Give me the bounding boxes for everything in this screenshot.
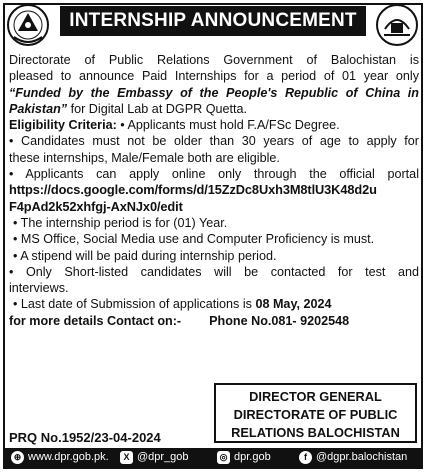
signature-line-2: DIRECTORATE OF PUBLIC [233, 407, 398, 422]
period-item: • The internship period is for (01) Year. [13, 215, 228, 230]
globe-icon: ⊕ [11, 451, 24, 464]
dgpr-emblem-icon [375, 3, 419, 47]
announcement-body [9, 52, 419, 329]
age-line-2: these internships, Male/Female both are eligible. [9, 150, 280, 165]
last-date: 08 May, 2024 [255, 297, 332, 312]
x-twitter-icon: X [120, 451, 133, 464]
signature-line-3: RELATIONS BALOCHISTAN [231, 425, 400, 440]
header [0, 0, 426, 50]
apply-line: • Applicants can apply online only through the official portal [9, 167, 419, 182]
form-link-line-1[interactable]: https://docs.google.com/forms/d/15ZzDc8Uxh3M8tlU3K48d2u [9, 182, 377, 198]
footer-website[interactable] [11, 448, 109, 467]
intro-line-2: pleased to announce Paid Internships for a period of 01 year only [9, 69, 419, 84]
age-line-1: • Candidates must not be older than 30 years of age to apply for [9, 134, 419, 149]
footer-bar [5, 448, 421, 467]
phone-number: Phone No.081- 9202548 [209, 313, 350, 328]
contact-line [9, 313, 419, 329]
last-date-line [9, 296, 419, 312]
eligibility-line [9, 117, 419, 133]
stipend-item: • A stipend will be paid during internship period. [13, 248, 277, 263]
footer-instagram[interactable] [217, 448, 271, 467]
instagram-text: dpr.gob [234, 451, 271, 463]
footer-facebook[interactable] [299, 448, 407, 467]
form-link-line-2[interactable]: F4pAd2k52xhfgj-AxNJx0/edit [9, 198, 183, 214]
shortlist-line-1: • Only Short-listed candidates will be contacted for test and [9, 264, 419, 279]
website-text: www.dpr.gob.pk. [28, 451, 109, 463]
prq-number: PRQ No.1952/23-04-2024 [9, 430, 161, 445]
funded-pakistan: Pakistan” [9, 101, 68, 116]
facebook-icon: f [299, 451, 312, 464]
signature-line-1: DIRECTOR GENERAL [249, 389, 382, 404]
signature-block [214, 383, 417, 443]
footer-twitter[interactable] [120, 448, 189, 467]
funded-line-1: “Funded by the Embassy of the People's Republic of China in [9, 85, 419, 100]
eligibility-degree: • Applicants must hold F.A/FSc Degree. [116, 118, 340, 133]
proficiency-item: • MS Office, Social Media use and Computer Proficiency is must. [13, 232, 375, 247]
page-title: INTERNSHIP ANNOUNCEMENT [60, 6, 366, 36]
shortlist-line-2: interviews. [9, 281, 69, 296]
twitter-text: @dpr_gob [137, 451, 189, 463]
funded-line-2 [9, 101, 419, 117]
balochistan-emblem-icon [6, 3, 50, 47]
contact-label: for more details Contact on:- [9, 313, 182, 328]
funded-tail: for Digital Lab at DGPR Quetta. [67, 101, 248, 116]
intro-line-1: Directorate of Public Relations Government of Balochistan is [9, 53, 419, 67]
facebook-text: @dgpr.balochistan [316, 451, 408, 463]
last-date-label: • Last date of Submission of applications is [13, 297, 256, 312]
instagram-icon: ◎ [217, 451, 230, 464]
eligibility-label: Eligibility Criteria: [9, 118, 117, 133]
